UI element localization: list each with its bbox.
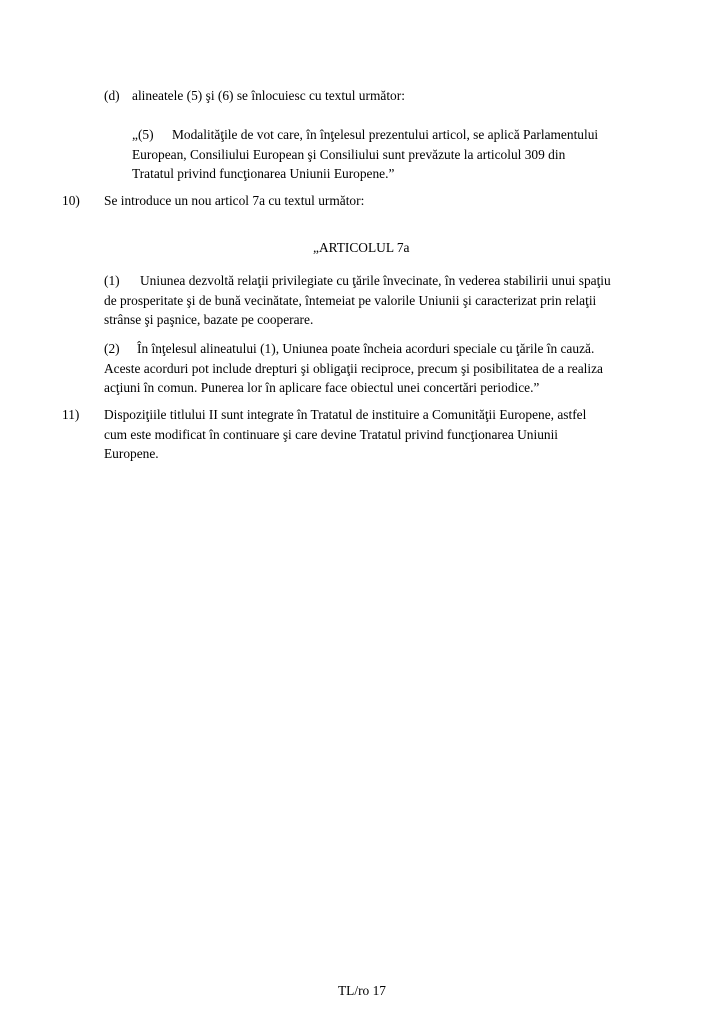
quote-paragraph-5 bbox=[132, 125, 598, 184]
item-d-label: (d) bbox=[104, 88, 120, 103]
quote-paragraph-5-label: „(5) bbox=[132, 127, 154, 142]
article-paragraph-2-label: (2) bbox=[104, 341, 120, 356]
article-paragraph-2-line-3: acţiuni în comun. Punerea lor în aplicare face obiectul unei concertări periodice.” bbox=[104, 380, 540, 395]
quote-paragraph-5-text-1: Modalităţile de vot care, în înţelesul prezentului articol, se aplică Parlamentului bbox=[172, 127, 599, 142]
item-d-text: alineatele (5) şi (6) se înlocuiesc cu textul următor: bbox=[132, 88, 405, 103]
article-heading: „ARTICOLUL 7a bbox=[313, 240, 410, 255]
article-paragraph-1-line-2: de prosperitate şi de bună vecinătate, întemeiat pe valorile Uniunii şi caracterizat prin relaţii bbox=[104, 292, 597, 308]
article-paragraph-2-line-2: Aceste acorduri pot include drepturi şi obligaţii reciproce, precum şi posibilitatea de a realiza bbox=[104, 360, 603, 376]
article-paragraph-2-line-1 bbox=[104, 339, 603, 359]
item-10-text: Se introduce un nou articol 7a cu textul următor: bbox=[104, 193, 365, 208]
quote-paragraph-5-line-3: Tratatul privind funcţionarea Uniunii Europene.” bbox=[132, 166, 395, 181]
quote-paragraph-5-line-2: European, Consiliului European şi Consiliului sunt prevăzute la articolul 309 din bbox=[132, 146, 566, 162]
item-10-label: 10) bbox=[62, 193, 80, 208]
article-paragraph-1-text-1: Uniunea dezvoltă relaţii privilegiate cu ţările învecinate, în vederea stabilirii unui spaţiu bbox=[140, 273, 611, 288]
item-11-line-3: Europene. bbox=[104, 446, 159, 461]
item-d bbox=[104, 86, 405, 106]
article-paragraph-1-line-1 bbox=[104, 271, 611, 291]
item-10 bbox=[62, 191, 364, 211]
item-11-line-1 bbox=[62, 405, 586, 425]
article-paragraph-1 bbox=[104, 271, 611, 330]
article-paragraph-1-label: (1) bbox=[104, 273, 120, 288]
article-paragraph-1-line-3: strânse şi paşnice, bazate pe cooperare. bbox=[104, 312, 314, 327]
article-paragraph-2-text-1: În înţelesul alineatului (1), Uniunea poate încheia acorduri speciale cu ţările în cauză. bbox=[137, 341, 595, 356]
item-11-text-1: Dispoziţiile titlului II sunt integrate în Tratatul de instituire a Comunităţii Europene, astfel bbox=[104, 407, 587, 422]
item-11 bbox=[62, 405, 586, 464]
page-footer: TL/ro 17 bbox=[338, 983, 386, 998]
article-paragraph-2 bbox=[104, 339, 603, 398]
item-11-label: 11) bbox=[62, 407, 80, 422]
quote-paragraph-5-line-1 bbox=[132, 125, 598, 145]
item-11-line-2: cum este modificat în continuare şi care devine Tratatul privind funcţionarea Uniunii bbox=[104, 426, 559, 442]
